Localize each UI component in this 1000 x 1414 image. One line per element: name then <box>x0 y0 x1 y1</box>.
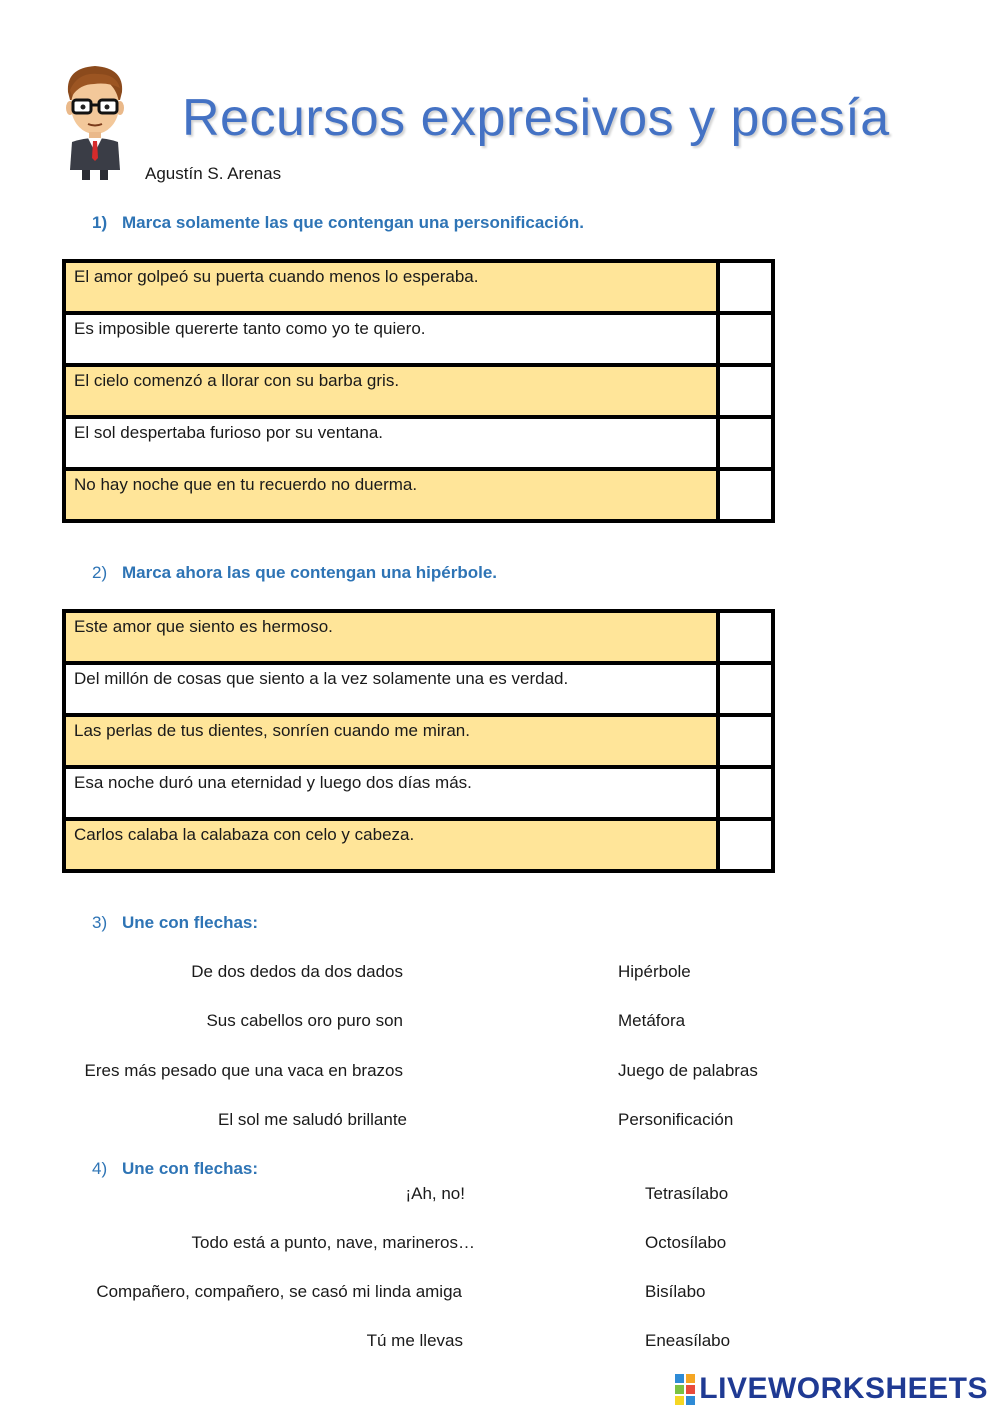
sentence-cell: El sol despertaba furioso por su ventana. <box>64 417 718 469</box>
section3-instruction: Une con flechas: <box>122 913 259 932</box>
sentence-cell: No hay noche que en tu recuerdo no duerma. <box>64 469 718 521</box>
section3-number: 3) <box>92 913 108 932</box>
table-row <box>64 365 773 417</box>
page-title: Recursos expresivos y poesía <box>182 89 890 147</box>
answer-checkbox[interactable] <box>718 469 773 521</box>
match-left-item[interactable]: Sus cabellos oro puro son <box>206 1011 403 1030</box>
match-right-item[interactable]: Personificación <box>618 1110 734 1129</box>
answer-checkbox[interactable] <box>718 313 773 365</box>
personification-table <box>62 259 775 523</box>
sentence-cell: Carlos calaba la calabaza con celo y cabeza. <box>64 819 718 871</box>
answer-checkbox[interactable] <box>718 819 773 871</box>
sentence-cell: El amor golpeó su puerta cuando menos lo esperaba. <box>64 261 718 313</box>
table-row <box>64 313 773 365</box>
teacher-avatar <box>58 62 132 182</box>
answer-checkbox[interactable] <box>718 715 773 767</box>
match-right-item[interactable]: Eneasílabo <box>645 1331 731 1350</box>
section2-instruction: Marca ahora las que contengan una hipérbole. <box>122 563 498 582</box>
sentence-cell: Las perlas de tus dientes, sonríen cuando me miran. <box>64 715 718 767</box>
table-row <box>64 663 773 715</box>
match-left-item[interactable]: De dos dedos da dos dados <box>191 962 403 981</box>
match-left-item[interactable]: Compañero, compañero, se casó mi linda amiga <box>96 1282 462 1301</box>
match-right-item[interactable]: Octosílabo <box>645 1233 727 1252</box>
section4-heading <box>92 1159 258 1179</box>
answer-checkbox[interactable] <box>718 365 773 417</box>
answer-checkbox[interactable] <box>718 611 773 663</box>
section2-heading <box>92 563 497 583</box>
section3-heading <box>92 913 258 933</box>
logo-grid-icon <box>675 1374 695 1405</box>
answer-checkbox[interactable] <box>718 663 773 715</box>
sentence-cell: Esa noche duró una eternidad y luego dos días más. <box>64 767 718 819</box>
table-row <box>64 611 773 663</box>
author-name: Agustín S. Arenas <box>145 164 282 183</box>
liveworksheets-logo <box>675 1372 988 1406</box>
section1-instruction: Marca solamente las que contengan una personificación. <box>122 213 584 232</box>
section4-number: 4) <box>92 1159 108 1178</box>
match-left-item[interactable]: Tú me llevas <box>366 1331 463 1350</box>
match-left-item[interactable]: Eres más pesado que una vaca en brazos <box>84 1061 403 1080</box>
match-right-item[interactable]: Metáfora <box>618 1011 686 1030</box>
table-row <box>64 261 773 313</box>
match-right-item[interactable]: Bisílabo <box>645 1282 706 1301</box>
answer-checkbox[interactable] <box>718 417 773 469</box>
table-row <box>64 767 773 819</box>
match-right-item[interactable]: Tetrasílabo <box>645 1184 729 1203</box>
section2-number: 2) <box>92 563 108 582</box>
sentence-cell: El cielo comenzó a llorar con su barba gris. <box>64 365 718 417</box>
section1-number: 1) <box>92 213 108 232</box>
table-row <box>64 715 773 767</box>
match-left-item[interactable]: El sol me saludó brillante <box>218 1110 407 1129</box>
section1-heading <box>92 213 584 233</box>
logo-text: LIVEWORKSHEETS <box>699 1372 988 1405</box>
section4-instruction: Une con flechas: <box>122 1159 259 1178</box>
sentence-cell: Del millón de cosas que siento a la vez solamente una es verdad. <box>64 663 718 715</box>
match-right-item[interactable]: Hipérbole <box>618 962 691 981</box>
table-row <box>64 417 773 469</box>
sentence-cell: Este amor que siento es hermoso. <box>64 611 718 663</box>
sentence-cell: Es imposible quererte tanto como yo te quiero. <box>64 313 718 365</box>
answer-checkbox[interactable] <box>718 767 773 819</box>
match-right-item[interactable]: Juego de palabras <box>618 1061 758 1080</box>
match-left-item[interactable]: ¡Ah, no! <box>405 1184 465 1203</box>
match-left-item[interactable]: Todo está a punto, nave, marineros… <box>191 1233 475 1252</box>
table-row <box>64 469 773 521</box>
table-row <box>64 819 773 871</box>
hyperbole-table <box>62 609 775 873</box>
answer-checkbox[interactable] <box>718 261 773 313</box>
